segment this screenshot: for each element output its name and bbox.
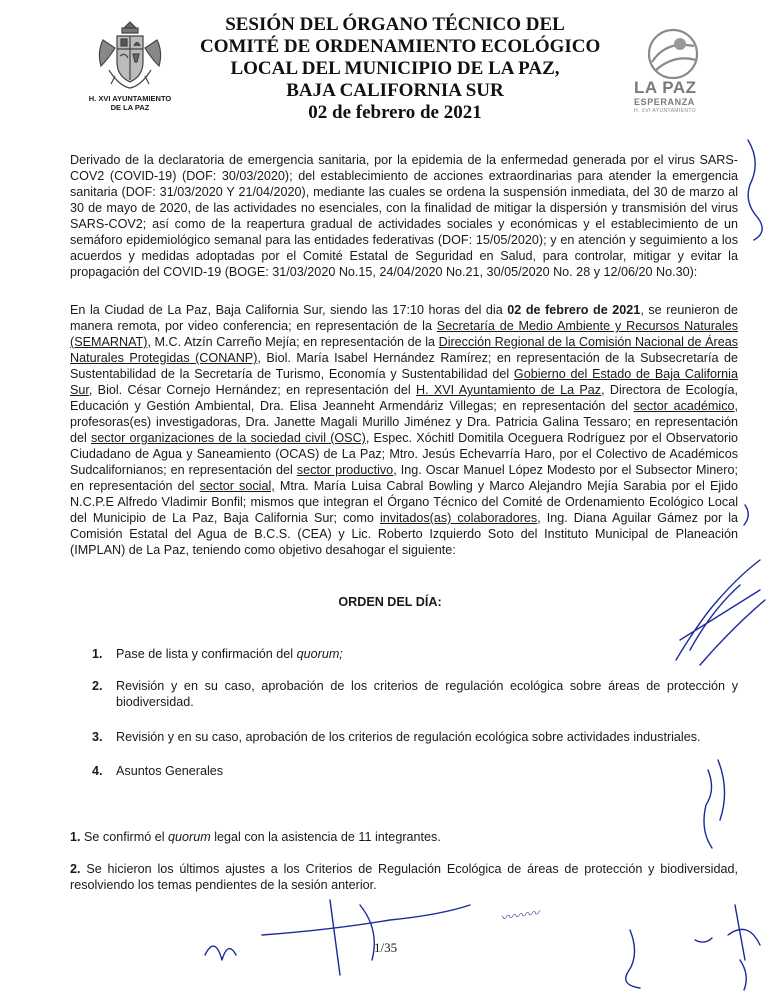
text-run: , profesoras(es) investigadoras, Dra. Janette Magali Murillo Jiménez y Dra. Patricia Galina Tessaro; en representación del bbox=[70, 399, 739, 445]
underlined-entity: sector social, bbox=[199, 479, 275, 493]
seal-caption: H. XVI AYUNTAMIENTO DE LA PAZ bbox=[88, 94, 172, 112]
agenda-item bbox=[92, 763, 738, 779]
underlined-entity: Dirección Regional de la Comisión Nacional de Áreas Naturales Protegidas (CONANP) bbox=[70, 335, 739, 365]
underlined-entity: sector productivo bbox=[296, 463, 394, 477]
text-run: , se reunieron de manera remota, por video conferencia; en representación de la bbox=[70, 303, 738, 333]
title-line: COMITÉ DE ORDENAMIENTO ECOLÓGICO bbox=[200, 36, 601, 57]
text-run: Mtra. María Luisa Cabral Bowling y Marco Alejandro Mejía Sarabia por el Ejido N.C.P.E Alfredo Vladimir Bonfil; mismos que integran el Órgano Técnico del Comité de Ordenamiento Ecológico Local del Municipio de La Paz, Baja California Sur; como bbox=[70, 479, 739, 525]
signature-scribble: 〰〰〰 bbox=[499, 906, 541, 927]
resolution-number: 2. bbox=[70, 862, 81, 876]
underlined-entity: H. XVI Ayuntamiento de La Paz bbox=[416, 383, 602, 397]
margin-initial-signature bbox=[744, 505, 748, 525]
agenda-number: 1. bbox=[92, 647, 103, 661]
attendance-paragraph bbox=[70, 302, 738, 558]
text-run: , Directora de Ecología, Educación y Gestión Ambiental, Dra. Elisa Jeanneht Armendáriz Villegas; en representación del bbox=[70, 383, 738, 413]
margin-initial-signature bbox=[748, 140, 762, 240]
underlined-entity: sector académico bbox=[633, 399, 735, 413]
resolution-1 bbox=[70, 829, 738, 845]
resolution-number: 1. bbox=[70, 830, 81, 844]
bottom-signature bbox=[728, 905, 760, 990]
agenda-item bbox=[92, 678, 738, 710]
logo-main-text: LA PAZ bbox=[634, 78, 697, 97]
resolution-italic: quorum bbox=[168, 830, 211, 844]
agenda-item bbox=[92, 729, 738, 745]
underlined-entity: invitados(as) colaboradores bbox=[379, 511, 538, 525]
logo-tiny-text: H. XVI AYUNTAMIENTO bbox=[634, 108, 697, 114]
logo-sub-text: ESPERANZA bbox=[634, 97, 695, 107]
bottom-signature bbox=[262, 900, 470, 975]
text-run: , Espec. Xóchitl Domitila Oceguera Rodríguez por el Observatorio Ciudadano de Agua y Saneamiento (OCAS) de La Paz; Mtro. Jesús Echevarría Haro, por el Colectivo de Académicos Sudcalifornianos; en representación del bbox=[70, 431, 738, 477]
bottom-signature bbox=[626, 930, 640, 988]
underlined-entity: sector organizaciones de la sociedad civil (OSC) bbox=[90, 431, 366, 445]
agenda-text: Revisión y en su caso, aprobación de los criterios de regulación ecológica sobre actividades industriales. bbox=[116, 730, 701, 744]
text-run: En la Ciudad de La Paz, Baja California Sur, siendo las 17:10 horas del dia bbox=[70, 303, 508, 317]
agenda-text bbox=[116, 646, 738, 662]
page-number: 1/35 bbox=[374, 940, 398, 955]
agenda-text: Revisión y en su caso, aprobación de los criterios de regulación ecológica sobre áreas de protección y biodiversidad. bbox=[116, 679, 738, 709]
title-line: LOCAL DEL MUNICIPIO DE LA PAZ, bbox=[230, 58, 560, 79]
agenda-text: Asuntos Generales bbox=[116, 764, 224, 778]
underlined-entity: Secretaría de Medio Ambiente y Recursos Naturales (SEMARNAT) bbox=[70, 319, 738, 349]
bottom-signature bbox=[695, 938, 712, 942]
intro-paragraph: Derivado de la declaratoria de emergencia sanitaria, por la epidemia de la enfermedad generada por el virus SARS-COV2 (COVID-19) (DOF: 30/03/2020); del establecimiento de acciones extraordinarias para atender la emergencia sanitaria (DOF: 31/03/2020 Y 21/04/2020), mediante las cuales se ordena la suspensión inmediata, del 30 de marzo al 30 de mayo de 2020, de las actividades no esenciales, con la finalidad de mitigar la dispersión y transmisión del virus SARS-COV2; así como de la reapertura gradual de actividades sociales y económicas y el establecimiento de un semáforo epidemiológico semanal para las entidades federativas (DOF: 15/05/2020); y en atención y seguimiento a los acuerdos y medidas adoptadas por el Comité Estatal de Seguridad en Salud, para controlar, mitigar y evitar la propagación del COVID-19 (BOGE: 31/03/2020 No.15, 24/04/2020 No.21, 30/05/2020 No. 28 y 12/06/20 No.30): bbox=[70, 153, 738, 279]
session-date: 02 de febrero de 2021 bbox=[507, 303, 641, 317]
document-header bbox=[0, 0, 780, 135]
text-run: , Biol. César Cornejo Hernández; en representación del bbox=[88, 383, 417, 397]
bottom-signature bbox=[205, 946, 236, 960]
la-paz-emblem-icon bbox=[630, 24, 716, 80]
text-run: , Ing. Diana Aguilar Gámez por la Comisión Estatal del Agua de B.C.S. (CEA) y Lic. Roberto Izquierdo Soto del Instituto Municipal de Planeación (IMPLAN) de La Paz, teniendo como objetivo desahogar el siguiente: bbox=[70, 511, 738, 557]
text-run: Se hicieron los últimos ajustes a los Criterios de Regulación Ecológica de áreas de protección y biodiversidad, resolviendo los temas pendientes de la sesión anterior. bbox=[70, 862, 738, 892]
agenda-number: 2. bbox=[92, 679, 103, 693]
coat-of-arms-icon bbox=[95, 18, 165, 92]
agenda-number: 4. bbox=[92, 764, 103, 778]
municipal-seal bbox=[80, 18, 180, 112]
text-run: legal con la asistencia de 11 integrantes. bbox=[210, 830, 441, 844]
title-line: SESIÓN DEL ÓRGANO TÉCNICO DEL bbox=[225, 14, 565, 35]
agenda-number: 3. bbox=[92, 730, 103, 744]
page-title bbox=[200, 14, 601, 124]
la-paz-logo bbox=[630, 24, 720, 120]
title-date: 02 de febrero de 2021 bbox=[308, 102, 482, 123]
agenda-text-run: Pase de lista y confirmación del bbox=[116, 647, 297, 661]
agenda-heading: ORDEN DEL DÍA: bbox=[338, 595, 442, 609]
agenda-item bbox=[92, 646, 738, 662]
underlined-entity: Gobierno del Estado de Baja California Sur bbox=[70, 367, 738, 397]
resolution-2 bbox=[70, 861, 738, 893]
text-run: , M.C. Atzín Carreño Mejía; en representación de la bbox=[147, 335, 439, 349]
text-run: , Ing. Oscar Manuel López Modesto por el Subsector Minero; en representación del bbox=[70, 463, 738, 493]
title-line: BAJA CALIFORNIA SUR bbox=[286, 80, 504, 101]
agenda-italic: quorum; bbox=[296, 647, 343, 661]
text-run: , Biol. María Isabel Hernández Ramírez; en representación de la Subsecretaría de Sustentabilidad de la Secretaría de Turismo, Economía y Sustentabilidad del bbox=[70, 351, 738, 381]
text-run: Se confirmó el bbox=[80, 830, 169, 844]
